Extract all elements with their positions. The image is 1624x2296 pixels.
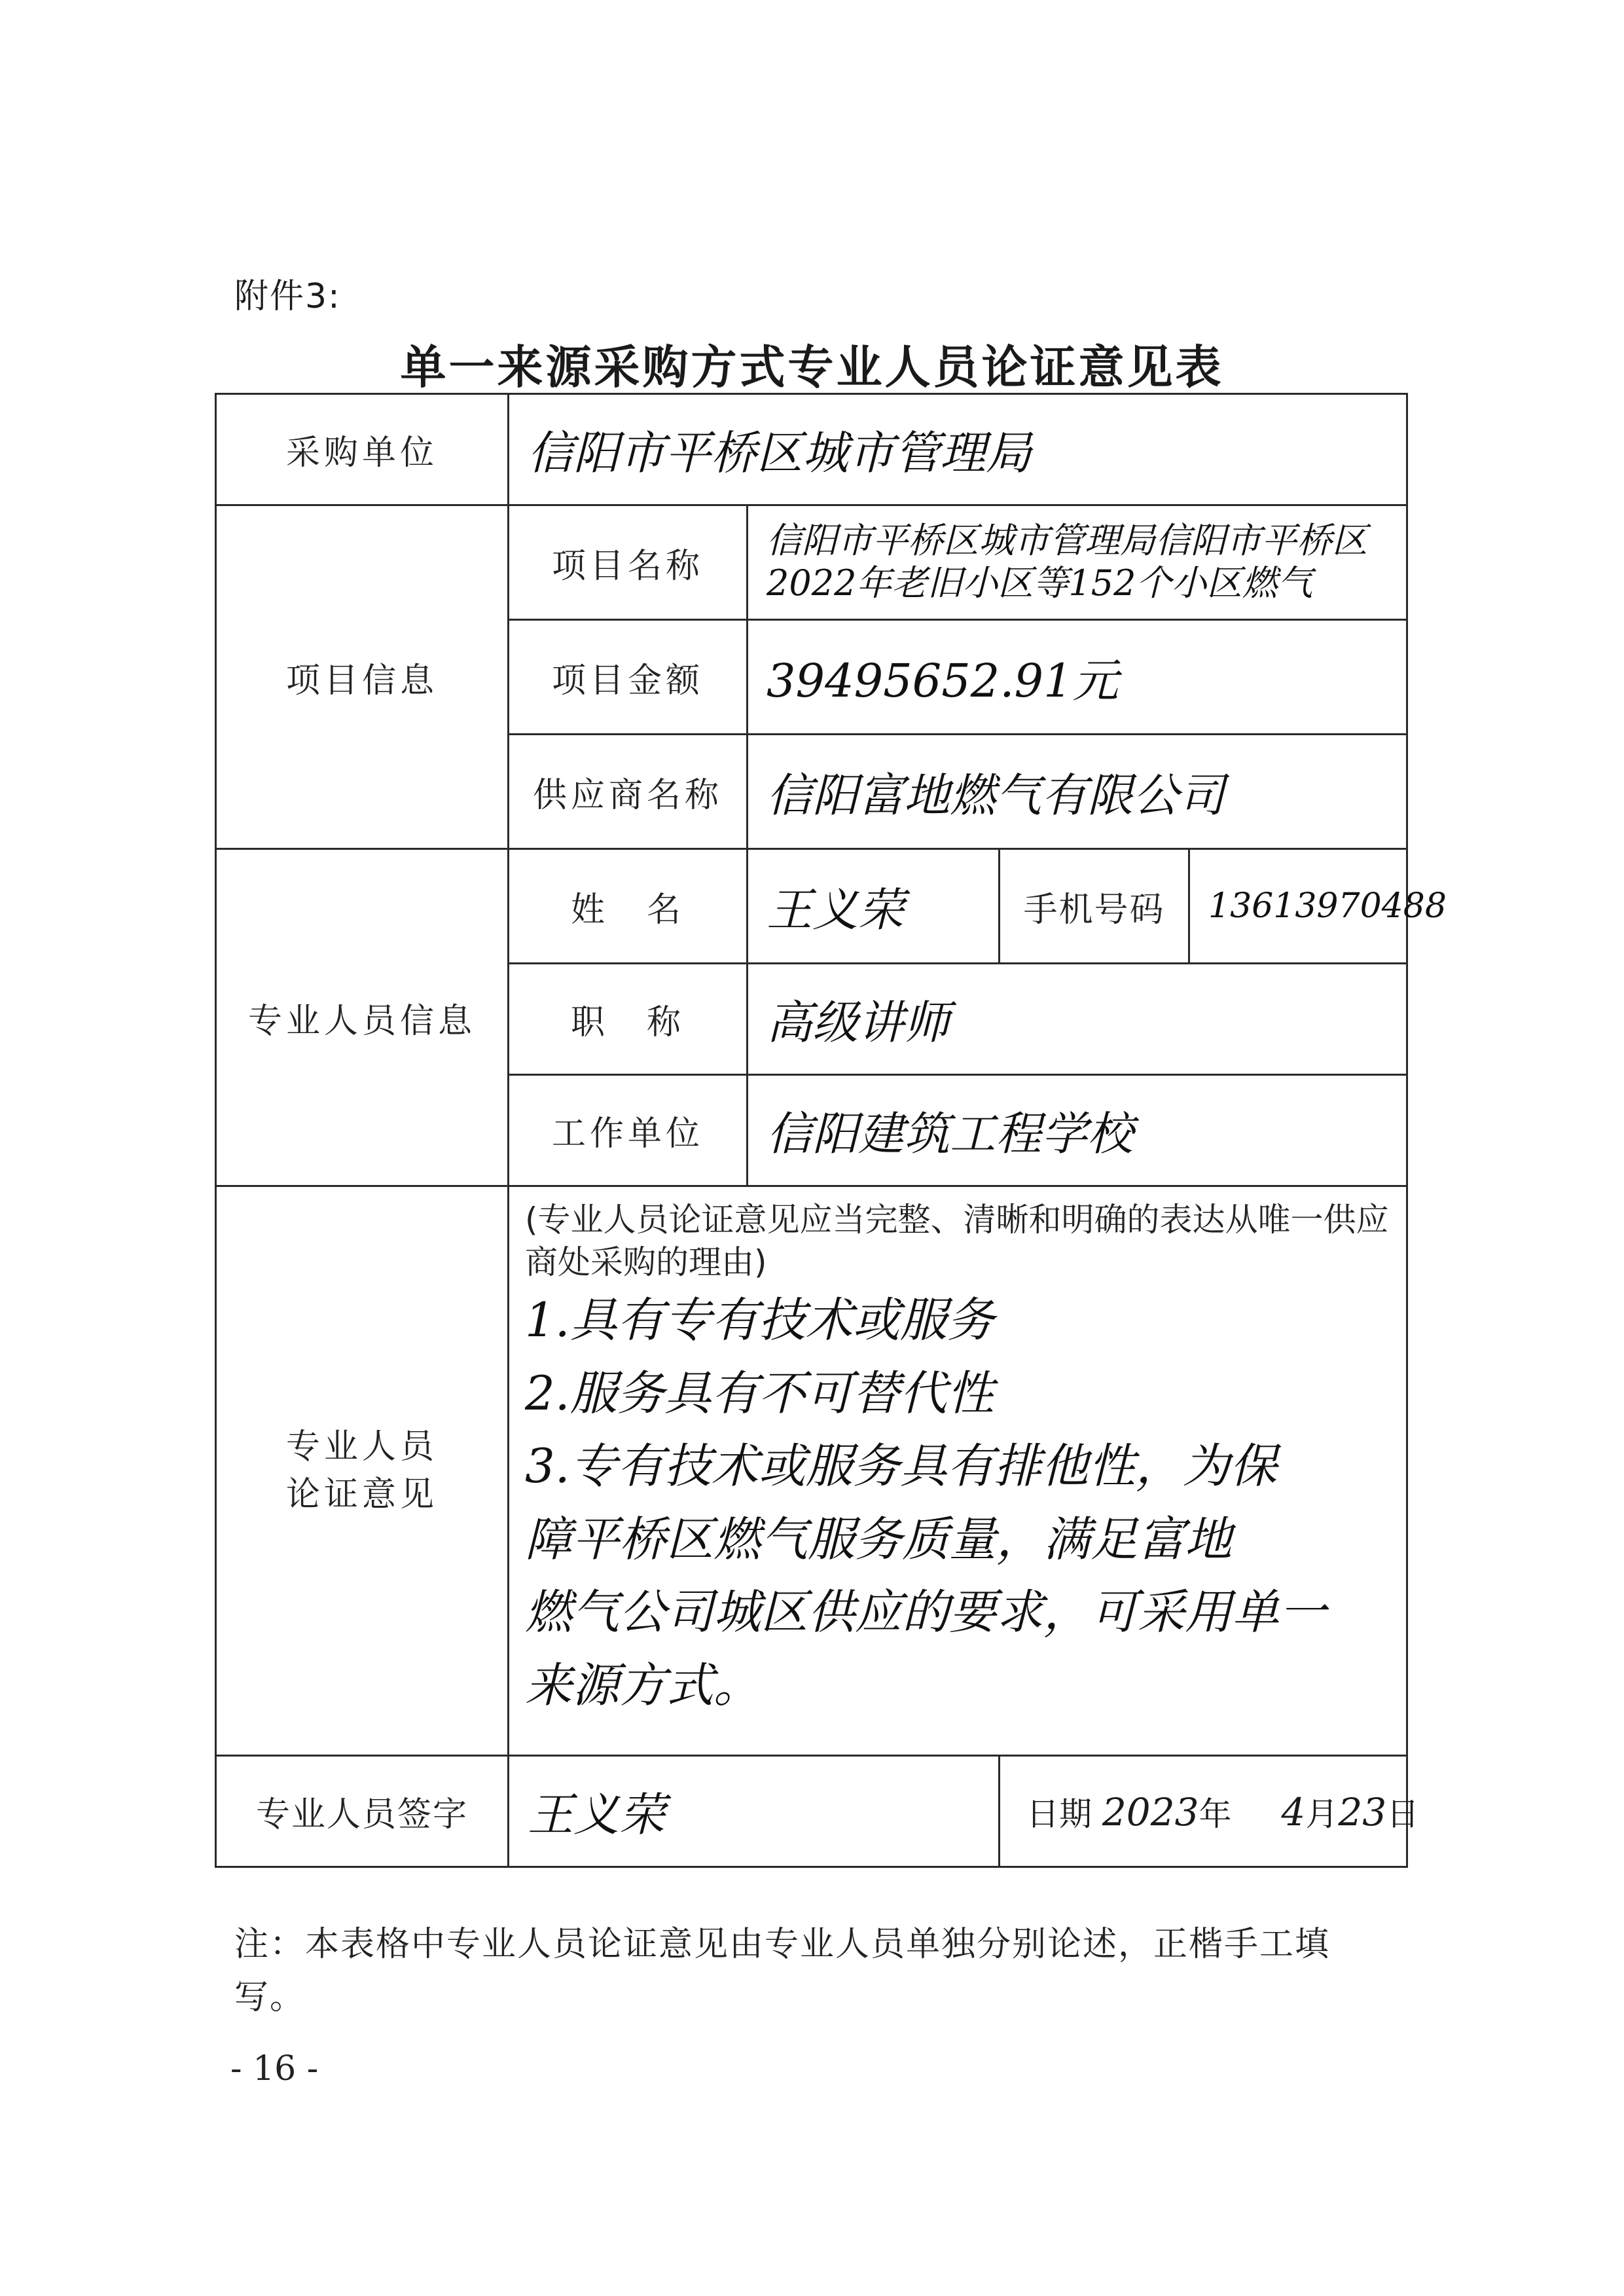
row-purchasing-unit [216, 394, 1407, 505]
opinion-instruction: (专业人员论证意见应当完整、清晰和明确的表达从唯一供应商处采购的理由) [525, 1201, 1389, 1281]
opinion-line: 障平桥区燃气服务质量，满足富地 [525, 1511, 1233, 1567]
row-project-name [216, 505, 1407, 620]
staff-info-label: 专业人员信息 [216, 849, 509, 1186]
opinion-line: 燃气公司城区供应的要求，可采用单一 [525, 1584, 1327, 1640]
signature-label: 专业人员签字 [216, 1756, 509, 1867]
project-amount-label: 项目金额 [509, 620, 748, 735]
date-month-suffix: 月 [1305, 1795, 1339, 1833]
opinion-label-line1: 专业人员 [285, 1427, 438, 1467]
phone-label: 手机号码 [1000, 849, 1189, 964]
signature-value: 王义荣 [509, 1756, 1000, 1867]
supplier-value: 信阳富地燃气有限公司 [748, 735, 1407, 849]
work-unit-label: 工作单位 [509, 1075, 748, 1186]
footer-note: 注：本表格中专业人员论证意见由专业人员单独分别论述，正楷手工填写。 [234, 1925, 1331, 2017]
project-name-value: 信阳市平桥区城市管理局信阳市平桥区2022年老旧小区等152个小区燃气 [748, 505, 1407, 620]
opinion-label-line2: 论证意见 [285, 1474, 438, 1514]
name-label: 姓 名 [509, 849, 748, 964]
date-year: 2023 [1102, 1789, 1199, 1834]
date-year-suffix: 年 [1199, 1795, 1232, 1833]
date-month: 4 [1281, 1789, 1306, 1834]
project-amount-value: 39495652.91元 [748, 620, 1407, 735]
form-title: 单一来源采购方式专业人员论证意见表 [400, 340, 1224, 394]
opinion-label [216, 1186, 509, 1756]
opinion-line: 来源方式。 [525, 1657, 761, 1713]
work-unit-value: 信阳建筑工程学校 [748, 1075, 1407, 1186]
opinion-line: 3.专有技术或服务具有排他性，为保 [525, 1438, 1277, 1494]
row-staff-name [216, 849, 1407, 964]
job-title-label: 职 称 [509, 964, 748, 1075]
date-cell [1000, 1756, 1420, 1867]
attachment-label: 附件3: [234, 277, 341, 316]
name-value: 王义荣 [748, 849, 1000, 964]
row-opinion [216, 1186, 1407, 1756]
purchasing-unit-value: 信阳市平桥区城市管理局 [509, 394, 1407, 505]
date-day: 23 [1338, 1789, 1387, 1834]
project-info-label: 项目信息 [216, 505, 509, 849]
job-title-value: 高级讲师 [748, 964, 1407, 1075]
page-number: - 16 - [230, 2049, 319, 2088]
phone-value: 13613970488 [1189, 849, 1407, 964]
row-signature [216, 1756, 1407, 1867]
supplier-label: 供应商名称 [509, 735, 748, 849]
opinion-content [509, 1186, 1407, 1756]
purchasing-unit-label: 采购单位 [216, 394, 509, 505]
opinion-line: 2.服务具有不可替代性 [525, 1365, 994, 1421]
opinion-line: 1.具有专有技术或服务 [525, 1292, 994, 1347]
project-name-label: 项目名称 [509, 505, 748, 620]
opinion-form-table [215, 393, 1447, 1868]
date-label: 日期 [1026, 1795, 1092, 1833]
date-day-suffix: 日 [1386, 1795, 1420, 1833]
